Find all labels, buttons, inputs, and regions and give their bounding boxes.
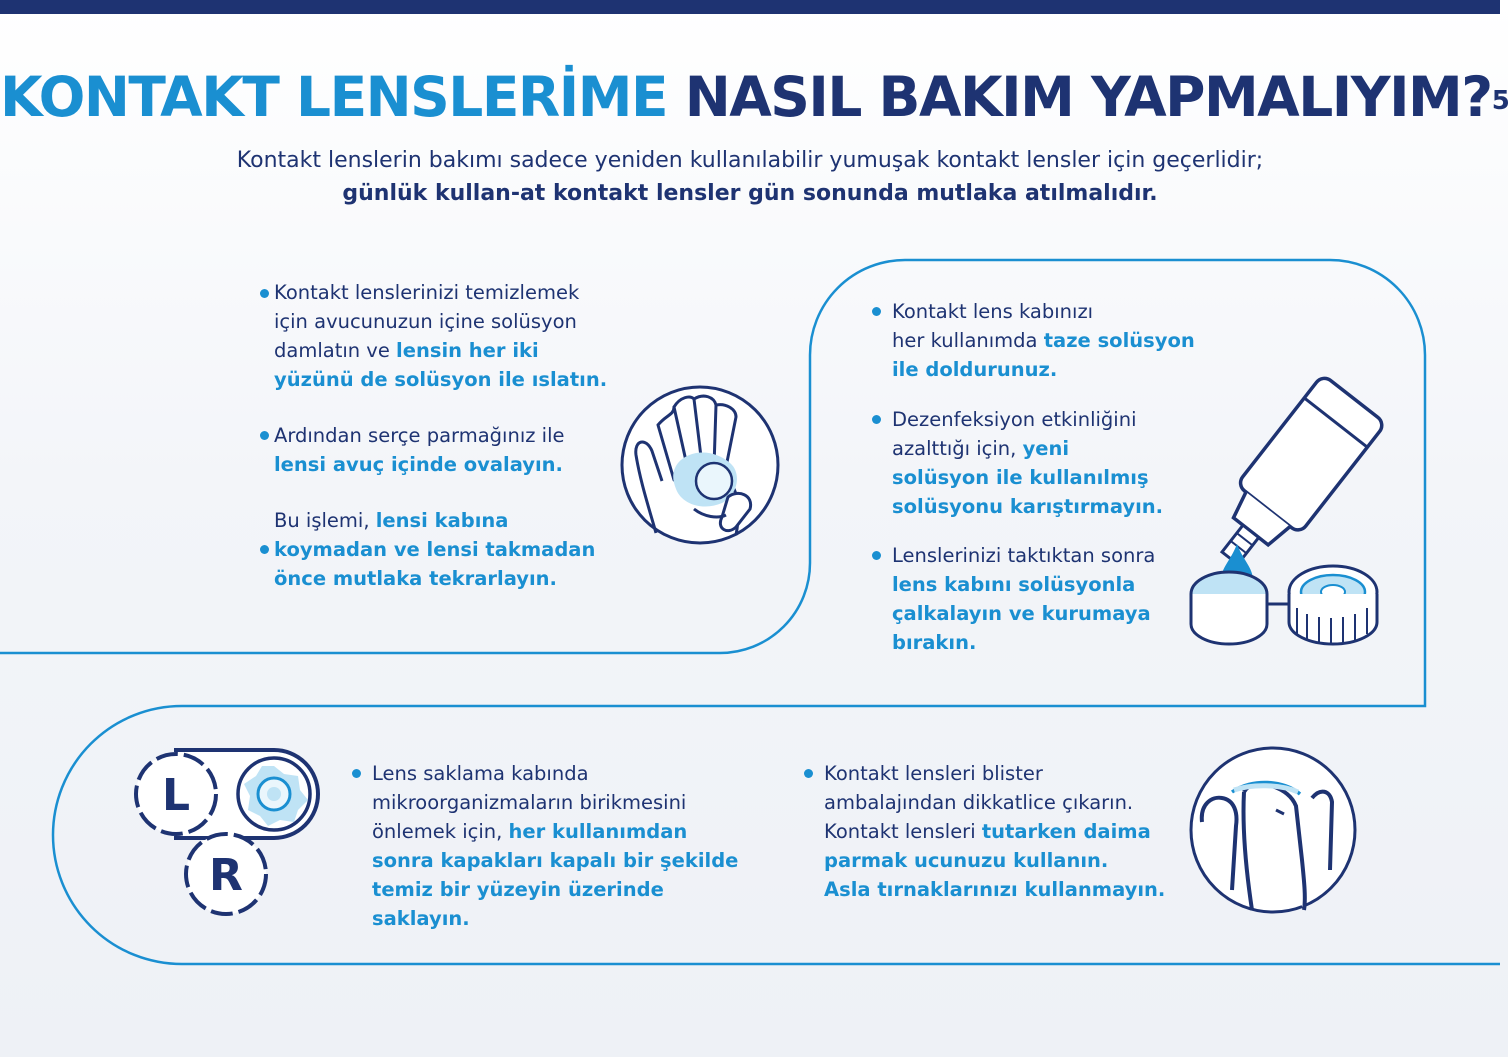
text-line: Dezenfeksiyon etkinliğini (892, 408, 1137, 431)
title-part1: KONTAKT LENSLERİME (0, 65, 668, 129)
bullet-dot (352, 769, 361, 778)
text-line (274, 336, 607, 365)
case-label-l: L (161, 770, 191, 821)
text-emphasis: sonra kapakları kapalı bir şekilde (372, 849, 739, 872)
text-line: mikroorganizmaların birikmesini (372, 791, 687, 814)
text-emphasis: yüzünü de solüsyon ile ıslatın. (274, 368, 608, 391)
bullet-dot (260, 545, 269, 554)
text-emphasis: saklayın. (372, 907, 470, 930)
cleaning-bullet3 (274, 506, 595, 593)
text-span: Bu işlemi, (274, 509, 376, 532)
title-superscript: 5 (1491, 86, 1508, 116)
bullet-dot (872, 415, 881, 424)
text-emphasis: koymadan ve lensi takmadan (274, 538, 596, 561)
text-span: önlemek için, (372, 820, 509, 843)
bullet-dot (872, 307, 881, 316)
text-line (274, 506, 595, 535)
case-label-r: R (209, 850, 243, 901)
text-emphasis: tutarken daima (981, 820, 1151, 843)
solution-bullet2 (892, 405, 1163, 521)
text-emphasis: solüsyon ile kullanılmış (892, 466, 1149, 489)
fingertip-lens-icon (1188, 740, 1358, 920)
bullet-dot (804, 769, 813, 778)
text-emphasis: ile doldurunuz. (892, 358, 1058, 381)
text-span: damlatın ve (274, 339, 397, 362)
text-line (824, 817, 1165, 846)
handling-text (824, 759, 1165, 904)
text-emphasis: taze solüsyon (1043, 329, 1195, 352)
text-emphasis: önce mutlaka tekrarlayın. (274, 567, 557, 590)
text-emphasis: lensin her iki (396, 339, 539, 362)
subtitle-line2: günlük kullan-at kontakt lensler gün sonunda mutlaka atılmalıdır. (342, 181, 1158, 206)
text-emphasis: yeni (1022, 437, 1070, 460)
text-emphasis: parmak ucunuzu kullanın. (824, 849, 1109, 872)
text-emphasis: bırakın. (892, 631, 977, 654)
text-emphasis: her kullanımdan (508, 820, 688, 843)
text-line: Lenslerinizi taktıktan sonra (892, 544, 1156, 567)
text-line (892, 434, 1163, 463)
lens-case-lr-icon (132, 748, 322, 920)
cleaning-bullet1 (274, 278, 607, 394)
text-line: Kontakt lenslerinizi temizlemek (274, 281, 580, 304)
title-part2: NASIL BAKIM YAPMALIYIM? (684, 65, 1492, 129)
text-line: ambalajından dikkatlice çıkarın. (824, 791, 1134, 814)
text-emphasis: lensi kabına (375, 509, 509, 532)
bullet-dot (872, 551, 881, 560)
text-line (372, 817, 738, 846)
solution-bottle-and-case-icon (1185, 372, 1395, 652)
text-emphasis: lens kabını solüsyonla (892, 573, 1136, 596)
text-line: Ardından serçe parmağınız ile (274, 424, 565, 447)
text-emphasis: solüsyonu karıştırmayın. (892, 495, 1164, 518)
text-line: Lens saklama kabında (372, 762, 589, 785)
solution-bullet1 (892, 297, 1195, 384)
text-line: Kontakt lens kabınızı (892, 300, 1094, 323)
text-line: için avucunuzun içine solüsyon (274, 310, 577, 333)
text-emphasis: lensi avuç içinde ovalayın. (274, 453, 563, 476)
solution-bullet3 (892, 541, 1155, 657)
bullet-dot (260, 431, 269, 440)
bullet-dot (260, 289, 269, 298)
cleaning-bullet2 (274, 421, 565, 479)
text-emphasis: çalkalayın ve kurumaya (892, 602, 1151, 625)
text-emphasis: Asla tırnaklarınızı kullanmayın. (824, 878, 1166, 901)
text-emphasis: temiz bir yüzeyin üzerinde (372, 878, 664, 901)
text-span: her kullanımda (892, 329, 1044, 352)
text-span: azalttığı için, (892, 437, 1023, 460)
text-span: Kontakt lensleri (824, 820, 982, 843)
palm-rubbing-lens-icon (618, 385, 782, 545)
storage-text (372, 759, 738, 933)
text-line: Kontakt lensleri blister (824, 762, 1043, 785)
subtitle-line1: Kontakt lenslerin bakımı sadece yeniden kullanılabilir yumuşak kontakt lensler için geçerlidir; (236, 148, 1264, 173)
text-line (892, 326, 1195, 355)
